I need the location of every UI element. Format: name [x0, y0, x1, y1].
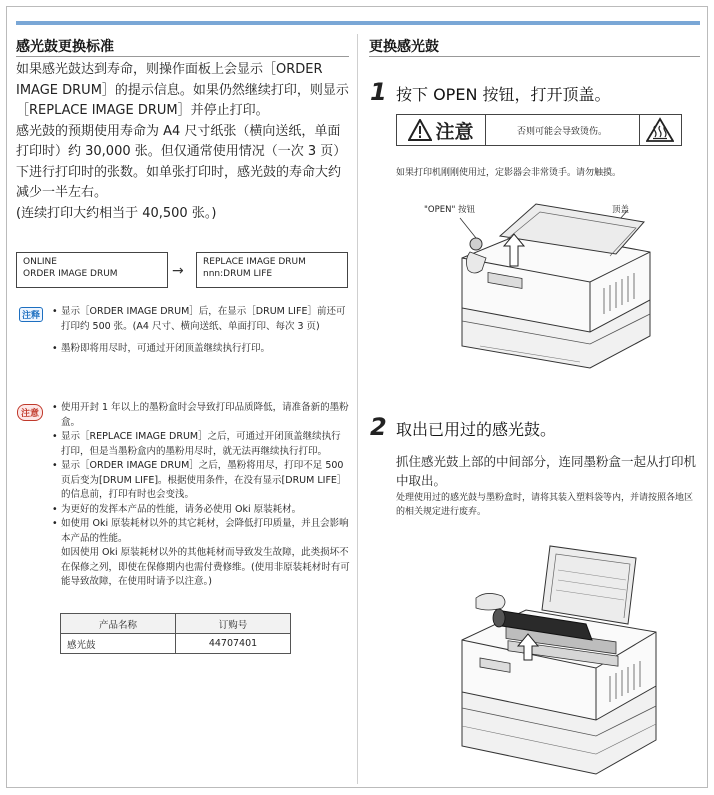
hot-surface-icon-cell — [639, 115, 681, 145]
top-accent-bar — [16, 21, 700, 25]
warning-title: 注意 — [435, 120, 474, 143]
display-panel-after — [196, 252, 348, 288]
caution-item: • 显示［REPLACE IMAGE DRUM］之后，可通过开闭顶盖继续执行打印，但是当墨粉盒内的墨粉用尽时，就无法再继续执行打印。 — [52, 430, 350, 459]
printer-remove-drum-illustration — [446, 540, 672, 780]
note-item: • 墨粉即将用尽时，可通过开闭顶盖继续执行打印。 — [52, 342, 350, 357]
open-button-callout: "OPEN" 按钮 — [424, 205, 476, 215]
display-before-line-2: ORDER IMAGE DRUM — [23, 269, 118, 279]
table-cell-order-no: 44707401 — [176, 634, 291, 654]
warning-label — [397, 115, 486, 145]
step-1-title: 按下 OPEN 按钮，打开顶盖。 — [396, 85, 611, 104]
printer-open-cover-illustration — [440, 196, 670, 372]
criteria-paragraph-3: (连续打印大约相当于 40,500 张。) — [16, 205, 217, 221]
caution-item: • 使用开封 1 年以上的墨粉盒时会导致打印品质降低，请准备新的墨粉盒。 — [52, 401, 350, 430]
table-cell-product: 感光鼓 — [61, 634, 176, 654]
step-2-number: 2 — [370, 413, 387, 441]
left-heading-rule — [16, 56, 349, 57]
top-cover-callout: 顶盖 — [612, 205, 630, 215]
table-header-product: 产品名称 — [61, 614, 176, 634]
step-2-title: 取出已用过的感光鼓。 — [396, 420, 557, 439]
right-heading-rule — [369, 56, 700, 57]
table-header-order-no: 订购号 — [176, 614, 291, 634]
caution-list — [52, 401, 350, 590]
caution-item: • 为更好的发挥本产品的性能，请务必使用 Oki 原装耗材。 — [52, 503, 350, 518]
criteria-paragraph-1: 如果感光鼓达到寿命，则操作面板上会显示［ORDER IMAGE DRUM］的提示信息。如果仍然继续打印，则显示［REPLACE IMAGE DRUM］并停止打印。 — [16, 62, 349, 118]
column-divider — [357, 34, 358, 784]
table-row — [61, 634, 291, 654]
note-icon: 注释 — [19, 307, 43, 322]
display-before-line-1: ONLINE — [23, 257, 57, 267]
criteria-text — [16, 60, 349, 224]
warning-box — [396, 114, 682, 146]
hot-surface-icon — [646, 117, 674, 143]
order-number-table — [60, 613, 291, 654]
warning-text: 否则可能会导致烫伤。 — [485, 115, 640, 145]
drum-replacement-criteria-heading: 感光鼓更换标准 — [16, 39, 114, 55]
note-item: • 显示［ORDER IMAGE DRUM］后，在显示［DRUM LIFE］前还可打印约 500 张。(A4 尺寸、横向送纸、单面打印、每次 3 页) — [52, 305, 350, 334]
replace-drum-heading: 更换感光鼓 — [369, 39, 439, 55]
display-after-line-2: nnn:DRUM LIFE — [203, 269, 273, 279]
criteria-paragraph-2: 感光鼓的预期使用寿命为 A4 尺寸纸张（横向送纸，单面打印时）约 30,000 张。但仅通常使用情况（一次 3 页）下进行打印时的张数。如单张打印时，感光鼓的寿命大约减少一半左右。 — [16, 123, 347, 200]
display-arrow: → — [172, 263, 184, 279]
step-1-number: 1 — [370, 78, 387, 106]
step-1-note: 如果打印机刚刚使用过，定影器会非常烫手。请勿触摸。 — [396, 168, 622, 178]
note-list — [52, 305, 350, 357]
caution-icon: 注意 — [17, 404, 43, 421]
caution-item: • 显示［ORDER IMAGE DRUM］之后，墨粉将用尽，打印不足 500页后变为[DRUM LIFE]。根据使用条件，在没有显示[DRUM LIFE］的信息前，打印有时也会变浅。 — [52, 459, 350, 503]
caution-item: • 如使用 Oki 原装耗材以外的其它耗材，会降低打印质量，并且会影响本产品的性能。 — [52, 517, 350, 546]
display-panel-before — [16, 252, 168, 288]
caution-extra-text: 如因使用 Oki 原装耗材以外的其他耗材而导致发生故障，此类损坏不在保修之列，即使在保修期内也需付费修维。(使用非原装耗材时有可能导致故障，在使用时请予以注意。) — [61, 547, 350, 587]
display-after-line-1: REPLACE IMAGE DRUM — [203, 257, 306, 267]
step-2-body: 抓住感光鼓上部的中间部分，连同墨粉盒一起从打印机中取出。 — [396, 454, 697, 488]
warning-triangle-icon — [408, 119, 432, 141]
step-2-note: 处理使用过的感光鼓与墨粉盒时，请将其装入塑料袋等内，并请按照各地区的相关规定进行废弃。 — [396, 493, 694, 517]
